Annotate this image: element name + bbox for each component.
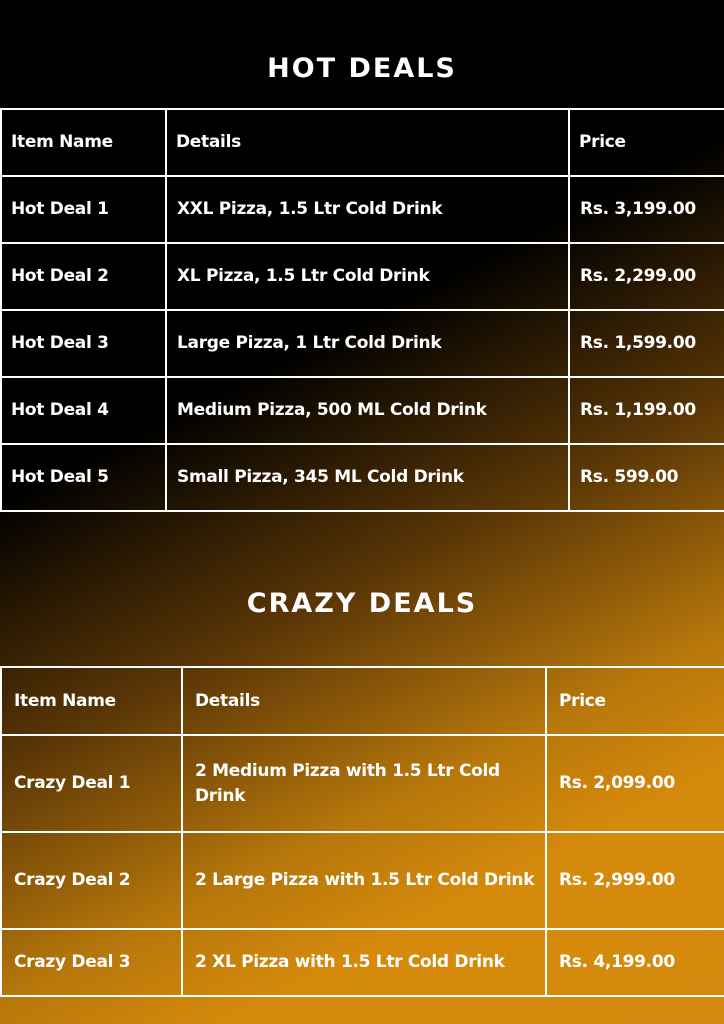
- deal-details-cell: XXL Pizza, 1.5 Ltr Cold Drink: [166, 176, 569, 243]
- table-row: [1, 243, 724, 310]
- deal-name-cell: Crazy Deal 1: [1, 735, 182, 832]
- deal-details-cell: XL Pizza, 1.5 Ltr Cold Drink: [166, 243, 569, 310]
- deal-name-cell: Crazy Deal 2: [1, 832, 182, 929]
- column-header-details: Details: [166, 109, 569, 176]
- table-row: [1, 176, 724, 243]
- table-row: [1, 377, 724, 444]
- deal-price-cell: Rs. 2,099.00: [546, 735, 724, 832]
- deal-details-cell: 2 Large Pizza with 1.5 Ltr Cold Drink: [182, 832, 546, 929]
- table-header-row: [1, 109, 724, 176]
- table-row: [1, 735, 724, 832]
- deal-name-cell: Hot Deal 1: [1, 176, 166, 243]
- column-header-price: Price: [569, 109, 724, 176]
- deal-details-cell: 2 Medium Pizza with 1.5 Ltr Cold Drink: [182, 735, 546, 832]
- hot-deals-table: [0, 108, 724, 512]
- deal-name-cell: Hot Deal 2: [1, 243, 166, 310]
- crazy-deals-table: [0, 666, 724, 997]
- column-header-details: Details: [182, 667, 546, 735]
- deal-details-cell: Medium Pizza, 500 ML Cold Drink: [166, 377, 569, 444]
- deal-name-cell: Hot Deal 4: [1, 377, 166, 444]
- deal-name-cell: Hot Deal 5: [1, 444, 166, 511]
- deal-details-cell: Small Pizza, 345 ML Cold Drink: [166, 444, 569, 511]
- deal-price-cell: Rs. 1,199.00: [569, 377, 724, 444]
- column-header-item-name: Item Name: [1, 667, 182, 735]
- table-row: [1, 310, 724, 377]
- table-row: [1, 444, 724, 511]
- deal-price-cell: Rs. 4,199.00: [546, 929, 724, 996]
- deal-price-cell: Rs. 599.00: [569, 444, 724, 511]
- table-header-row: [1, 667, 724, 735]
- column-header-price: Price: [546, 667, 724, 735]
- table-row: [1, 929, 724, 996]
- deal-name-cell: Hot Deal 3: [1, 310, 166, 377]
- hot-deals-title: HOT DEALS: [267, 53, 457, 84]
- deal-details-cell: Large Pizza, 1 Ltr Cold Drink: [166, 310, 569, 377]
- column-header-item-name: Item Name: [1, 109, 166, 176]
- crazy-deals-title: CRAZY DEALS: [246, 588, 478, 619]
- table-row: [1, 832, 724, 929]
- deal-price-cell: Rs. 3,199.00: [569, 176, 724, 243]
- deal-price-cell: Rs. 1,599.00: [569, 310, 724, 377]
- deal-price-cell: Rs. 2,299.00: [569, 243, 724, 310]
- deal-name-cell: Crazy Deal 3: [1, 929, 182, 996]
- deal-details-cell: 2 XL Pizza with 1.5 Ltr Cold Drink: [182, 929, 546, 996]
- deal-price-cell: Rs. 2,999.00: [546, 832, 724, 929]
